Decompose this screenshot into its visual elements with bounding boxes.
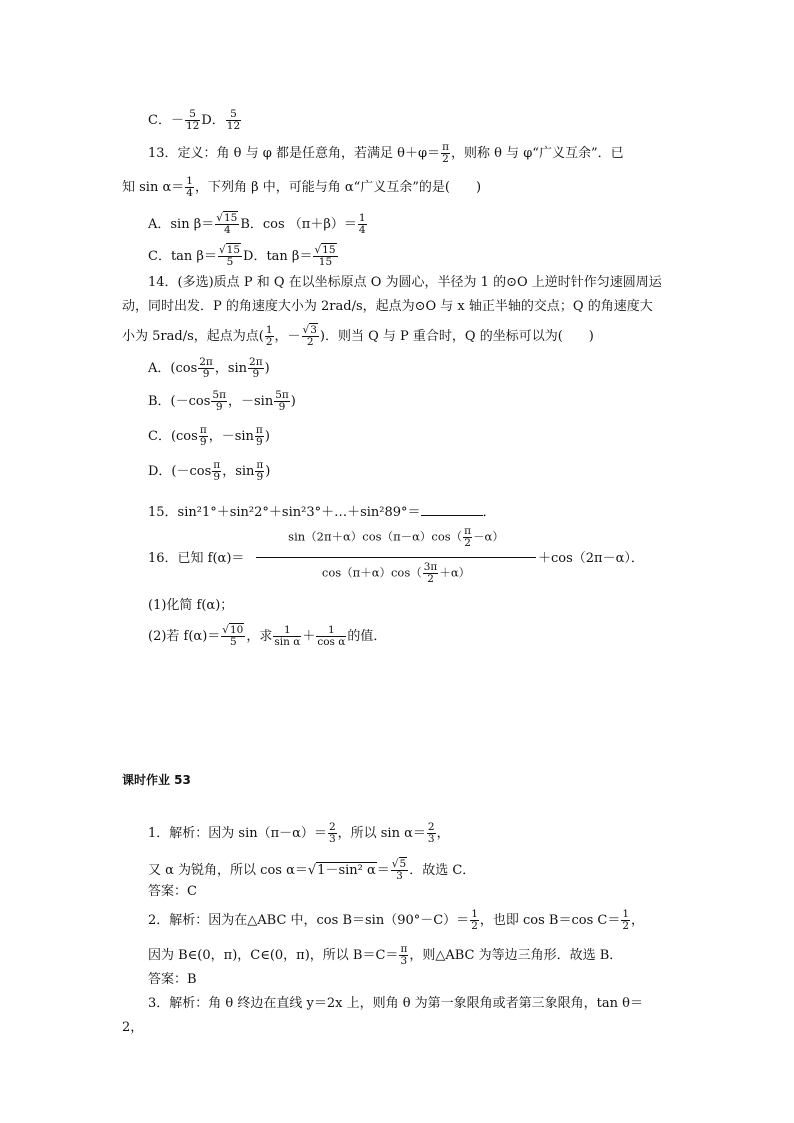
q14-option-b: B．(－cos $\frac{5\pi}{9}$ ，－sin $\frac{5\pi}{9}$ ) <box>148 389 296 413</box>
q13-options-ab: A．sin β＝ $\frac{√15}{4}$ B．cos （π＋β）＝ $\frac{1}{4}$ <box>148 212 366 236</box>
a1-line1: 1．解析：因为 sin（π－α）＝ $\frac{2}{3}$ ，所以 sin α＝ $\frac{2}{3}$ ， <box>148 821 450 845</box>
q15: 15．sin²1°＋sin²2°＋sin²3°＋…＋sin²89°＝ ． <box>148 505 496 520</box>
answer-blank <box>421 503 483 516</box>
q16-part2: (2)若 f(α)＝ $\frac{√10}{5}$ ，求 $\frac{1}{\text{sin α}}$ ＋ $\frac{1}{\text{cos α}}$ 的值． <box>148 624 387 648</box>
q14-option-d: D．(－cos $\frac{\pi}{9}$ ，sin $\frac{\pi}{9}$ ) <box>148 459 271 483</box>
q16-prefix: 16．已知 f(α)＝ <box>148 551 245 566</box>
q13-options-cd: C．tan β＝ $\frac{√15}{5}$ D．tan β＝ $\frac{√15}{15}$ <box>148 244 336 268</box>
q13-line1: 13．定义：角 θ 与 φ 都是任意角，若满足 θ＋φ＝ $\frac{\pi}{2}$ ，则称 θ 与 φ“广义互余”．已 <box>148 141 624 165</box>
q16-main-fraction <box>256 520 536 590</box>
a3-line2: 2， <box>122 1020 144 1035</box>
option-d-label: D． <box>201 113 225 128</box>
a2-line2: 因为 B∈(0，π)，C∈(0，π)，所以 B＝C＝ $\frac{\pi}{3}$ ，则△ABC 为等边三角形．故选 B． <box>148 943 623 967</box>
q14-option-c: C．(cos $\frac{\pi}{9}$ ，－sin $\frac{\pi}{9}$ ) <box>148 424 270 448</box>
fraction: $\frac{5}{12}$ <box>226 108 241 132</box>
q14-line3: 小为 5rad/s，起点为点( $\frac{1}{2}$ ，－ $\frac{√3}{2}$ )．则当 Q 与 P 重合时，Q 的坐标可以为( ) <box>122 324 594 348</box>
q16-suffix: ＋cos（2π－α）． <box>538 551 644 566</box>
a1-line2: 又 α 为锐角，所以 cos α＝√1－sin² α＝ $\frac{√5}{3}$ ．故选 C． <box>148 858 476 882</box>
q14-line2: 动，同时出发．P 的角速度大小为 2rad/s，起点为⊙O 与 x 轴正半轴的交点；Q 的角速度大 <box>122 299 653 314</box>
a2-line1: 2．解析：因为在△ABC 中，cos B＝sin（90°－C）＝ $\frac{1}{2}$ ，也即 cos B＝cos C＝ $\frac{1}{2}$ ， <box>148 908 645 932</box>
option-c-label: C．－ <box>148 113 184 128</box>
q12-options <box>148 109 242 132</box>
section-title: 课时作业 53 <box>122 773 191 787</box>
a2-answer: 答案：B <box>148 972 197 987</box>
fraction: $\frac{5}{12}$ <box>185 108 200 132</box>
q13-line2: 知 sin α＝ $\frac{1}{4}$ ，下列角 β 中，可能与角 α“广义互余”的是( ) <box>122 175 482 199</box>
q14-option-a: A．(cos $\frac{2\pi}{9}$ ，sin $\frac{2\pi}{9}$ ) <box>148 356 270 380</box>
q16-denominator: cos（π＋α）cos（ $\frac{3\pi}{2}$ ＋α） <box>321 561 471 585</box>
q14-line1: 14．(多选)质点 P 和 Q 在以坐标原点 O 为圆心，半径为 1 的⊙O 上逆时针作匀速圆周运 <box>148 275 662 290</box>
q16-part1: (1)化简 f(α)； <box>148 598 234 613</box>
a1-answer: 答案：C <box>148 884 197 899</box>
q16-numerator: sin（2π＋α）cos（π－α）cos（ $\frac{\pi}{2}$ －α） <box>288 525 504 549</box>
a3-line1: 3．解析：角 θ 终边在直线 y＝2x 上，则角 θ 为第一象限角或者第三象限角，tan θ＝ <box>148 996 643 1011</box>
